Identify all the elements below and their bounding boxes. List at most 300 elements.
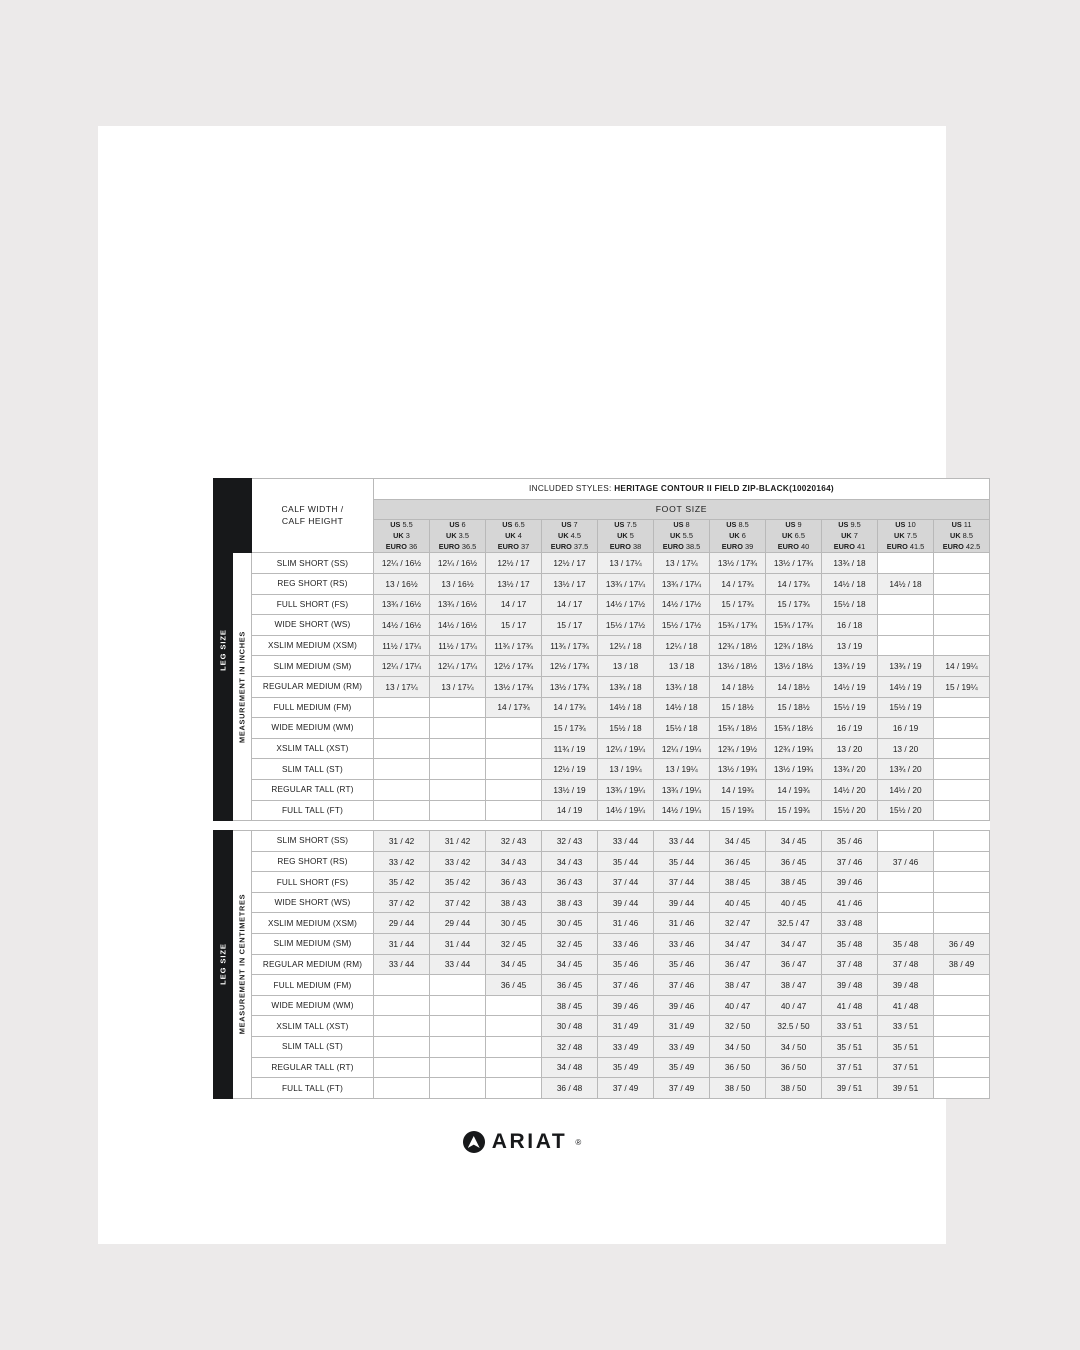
size-value: 42.5 [965, 541, 981, 551]
measurement-cell: 32 / 45 [486, 934, 542, 955]
row-label: REG SHORT (RS) [252, 573, 374, 594]
measurement-cell: 38 / 47 [766, 975, 822, 996]
table-row [214, 738, 990, 759]
row-label: WIDE SHORT (WS) [252, 615, 374, 636]
measurement-cell: 13½ / 19 [542, 779, 598, 800]
size-header-line [374, 520, 429, 531]
measurement-cell: 29 / 44 [374, 913, 430, 934]
measurement-cell [430, 800, 486, 821]
size-chart [213, 478, 1047, 1099]
measurement-cell: 35 / 46 [822, 831, 878, 852]
measurement-cell: 13 / 19¼ [598, 759, 654, 780]
measurement-cell: 39 / 51 [878, 1078, 934, 1099]
measurement-cell: 13½ / 19¾ [710, 759, 766, 780]
size-system-label: US [561, 520, 572, 530]
measurement-cell [934, 800, 990, 821]
trademark-symbol: ® [575, 1137, 582, 1147]
measurement-cell [430, 1016, 486, 1037]
measurement-cell: 38 / 45 [766, 872, 822, 893]
measurement-cell [486, 1078, 542, 1099]
table-row [214, 851, 990, 872]
table-row [214, 1037, 990, 1058]
measurement-cell [934, 851, 990, 872]
measurement-cell: 34 / 50 [710, 1037, 766, 1058]
measurement-cell: 33 / 44 [598, 831, 654, 852]
size-system-label: US [673, 520, 684, 530]
size-value: 37 [520, 541, 530, 551]
measurement-cell: 15 / 17¾ [766, 594, 822, 615]
measurement-cell: 13¾ / 17¼ [654, 573, 710, 594]
size-system-label: EURO [662, 541, 684, 551]
measurement-cell: 33 / 48 [822, 913, 878, 934]
size-system-label: US [390, 520, 401, 530]
measurement-cell: 14½ / 18 [654, 697, 710, 718]
row-label: FULL SHORT (FS) [252, 594, 374, 615]
measurement-cell: 13¾ / 16½ [374, 594, 430, 615]
size-header-line [598, 531, 653, 542]
size-column-header-3 [486, 520, 542, 553]
measurement-cell: 12½ / 17 [542, 553, 598, 574]
document-sheet [98, 126, 981, 1244]
size-header-line [486, 531, 541, 542]
size-value: 5 [629, 530, 634, 540]
table-row [214, 975, 990, 996]
size-header-line [430, 531, 485, 542]
measurement-cell: 13 / 18 [598, 656, 654, 677]
measurement-unit-label-cell [233, 553, 252, 821]
size-column-header-2 [430, 520, 486, 553]
row-label: XSLIM TALL (XST) [252, 738, 374, 759]
size-header-line [374, 542, 429, 553]
measurement-cell: 12¼ / 18 [654, 635, 710, 656]
size-system-label: EURO [886, 541, 908, 551]
table-row [214, 697, 990, 718]
measurement-cell [486, 779, 542, 800]
measurement-cell: 35 / 44 [598, 851, 654, 872]
table-row [214, 831, 990, 852]
measurement-cell: 30 / 48 [542, 1016, 598, 1037]
size-system-label: US [502, 520, 513, 530]
size-system-label: EURO [942, 541, 964, 551]
measurement-cell [878, 872, 934, 893]
measurement-cell: 15 / 19¾ [766, 800, 822, 821]
size-value: 36 [408, 541, 418, 551]
measurement-cell: 40 / 45 [766, 892, 822, 913]
size-column-header-7 [710, 520, 766, 553]
measurement-cell: 33 / 42 [374, 851, 430, 872]
size-value: 7.5 [906, 530, 917, 540]
measurement-cell: 31 / 49 [598, 1016, 654, 1037]
measurement-cell [486, 738, 542, 759]
size-header-line [542, 542, 597, 553]
measurement-cell [486, 718, 542, 739]
measurement-cell: 32 / 48 [542, 1037, 598, 1058]
size-system-label: UK [505, 530, 516, 540]
measurement-cell: 15½ / 17½ [654, 615, 710, 636]
measurement-cell: 15 / 17 [542, 615, 598, 636]
size-system-label: UK [841, 530, 852, 540]
measurement-cell [486, 800, 542, 821]
size-header-line [766, 520, 821, 531]
measurement-cell: 38 / 49 [934, 954, 990, 975]
size-value: 5.5 [682, 530, 693, 540]
measurement-cell: 36 / 48 [542, 1078, 598, 1099]
row-label: SLIM MEDIUM (SM) [252, 656, 374, 677]
measurement-cell: 11¾ / 17¾ [486, 635, 542, 656]
measurement-cell: 14 / 19¼ [934, 656, 990, 677]
size-system-label: UK [558, 530, 569, 540]
measurement-unit-label: MEASUREMENT IN CENTIMETRES [237, 894, 247, 1035]
measurement-cell: 12¼ / 18 [598, 635, 654, 656]
table-row [214, 913, 990, 934]
measurement-cell: 39 / 46 [822, 872, 878, 893]
measurement-cell: 13 / 19¼ [654, 759, 710, 780]
row-label: SLIM SHORT (SS) [252, 831, 374, 852]
size-value: 5.5 [402, 520, 413, 530]
measurement-cell: 12¾ / 19½ [710, 738, 766, 759]
included-styles-cell [374, 479, 990, 500]
measurement-cell: 15 / 18½ [710, 697, 766, 718]
measurement-cell: 39 / 51 [822, 1078, 878, 1099]
measurement-cell [374, 975, 430, 996]
measurement-cell: 31 / 49 [654, 1016, 710, 1037]
measurement-cell: 14 / 19 [542, 800, 598, 821]
measurement-cell: 13½ / 17¾ [766, 553, 822, 574]
measurement-cell: 33 / 51 [822, 1016, 878, 1037]
measurement-cell: 12½ / 17 [486, 553, 542, 574]
measurement-cell: 13¾ / 19 [822, 656, 878, 677]
measurement-cell [878, 831, 934, 852]
measurement-cell: 15½ / 18 [654, 718, 710, 739]
measurement-cell [934, 995, 990, 1016]
measurement-cell: 13 / 16½ [430, 573, 486, 594]
size-header-line [822, 531, 877, 542]
size-system-label: UK [782, 530, 793, 540]
measurement-cell: 37 / 46 [822, 851, 878, 872]
measurement-cell [430, 975, 486, 996]
size-system-label: EURO [609, 541, 631, 551]
measurement-cell [934, 615, 990, 636]
size-column-header-11 [934, 520, 990, 553]
row-label: XSLIM MEDIUM (XSM) [252, 913, 374, 934]
measurement-cell: 36 / 47 [766, 954, 822, 975]
measurement-cell [878, 635, 934, 656]
table-row [214, 615, 990, 636]
measurement-cell [934, 759, 990, 780]
measurement-cell: 38 / 43 [486, 892, 542, 913]
measurement-cell: 12¼ / 19¼ [654, 738, 710, 759]
size-header-line [654, 542, 709, 553]
measurement-cell [934, 913, 990, 934]
measurement-cell: 37 / 46 [654, 975, 710, 996]
measurement-cell: 12½ / 17¾ [542, 656, 598, 677]
measurement-cell: 35 / 46 [598, 954, 654, 975]
table-row [214, 656, 990, 677]
row-label: SLIM TALL (ST) [252, 759, 374, 780]
measurement-cell: 30 / 45 [542, 913, 598, 934]
measurement-cell: 37 / 44 [654, 872, 710, 893]
measurement-cell [934, 872, 990, 893]
measurement-cell: 14 / 17 [486, 594, 542, 615]
measurement-cell: 14½ / 18 [878, 573, 934, 594]
measurement-cell [934, 553, 990, 574]
measurement-cell: 13 / 20 [822, 738, 878, 759]
measurement-cell: 13¾ / 18 [654, 676, 710, 697]
measurement-cell: 14 / 17¾ [486, 697, 542, 718]
measurement-cell: 16 / 19 [878, 718, 934, 739]
size-header-line [374, 531, 429, 542]
measurement-cell: 40 / 47 [766, 995, 822, 1016]
measurement-cell [878, 892, 934, 913]
measurement-cell: 15 / 19¼ [934, 676, 990, 697]
measurement-cell: 37 / 44 [598, 872, 654, 893]
size-column-header-6 [654, 520, 710, 553]
measurement-cell: 15 / 19¾ [710, 800, 766, 821]
measurement-cell: 13½ / 17 [542, 573, 598, 594]
size-chart-table [213, 478, 990, 1099]
measurement-cell: 35 / 51 [878, 1037, 934, 1058]
measurement-cell: 39 / 46 [598, 995, 654, 1016]
measurement-cell: 13 / 18 [654, 656, 710, 677]
calf-header-line1: CALF WIDTH / [281, 504, 344, 515]
size-system-label: EURO [777, 541, 799, 551]
measurement-cell: 34 / 48 [542, 1057, 598, 1078]
row-label: WIDE SHORT (WS) [252, 892, 374, 913]
measurement-cell [486, 1057, 542, 1078]
measurement-cell: 33 / 46 [654, 934, 710, 955]
measurement-cell: 37 / 49 [598, 1078, 654, 1099]
leg-size-tab-label: LEG SIZE [218, 943, 228, 986]
measurement-cell: 14½ / 20 [822, 779, 878, 800]
measurement-cell: 41 / 48 [822, 995, 878, 1016]
measurement-cell [430, 718, 486, 739]
measurement-cell: 15¾ / 17¾ [710, 615, 766, 636]
size-system-label: EURO [385, 541, 407, 551]
measurement-cell: 33 / 49 [598, 1037, 654, 1058]
size-header-line [542, 531, 597, 542]
size-system-label: UK [446, 530, 457, 540]
row-label: WIDE MEDIUM (WM) [252, 718, 374, 739]
measurement-cell: 37 / 46 [878, 851, 934, 872]
measurement-cell: 34 / 45 [486, 954, 542, 975]
measurement-cell: 15½ / 19 [878, 697, 934, 718]
table-row [214, 954, 990, 975]
row-label: SLIM SHORT (SS) [252, 553, 374, 574]
measurement-cell: 13½ / 18½ [766, 656, 822, 677]
measurement-cell: 13 / 17¼ [430, 676, 486, 697]
measurement-cell: 12¼ / 16½ [430, 553, 486, 574]
size-value: 36.5 [461, 541, 477, 551]
size-system-label: UK [670, 530, 681, 540]
measurement-cell [486, 759, 542, 780]
measurement-cell [430, 759, 486, 780]
measurement-cell [878, 553, 934, 574]
measurement-cell: 36 / 43 [542, 872, 598, 893]
row-label: FULL TALL (FT) [252, 800, 374, 821]
row-label: FULL MEDIUM (FM) [252, 697, 374, 718]
row-label: XSLIM MEDIUM (XSM) [252, 635, 374, 656]
measurement-cell [430, 995, 486, 1016]
measurement-cell: 35 / 48 [878, 934, 934, 955]
measurement-cell: 36 / 49 [934, 934, 990, 955]
measurement-cell [430, 779, 486, 800]
measurement-cell [878, 594, 934, 615]
included-styles-label: INCLUDED STYLES: [529, 484, 612, 494]
size-header-line [766, 531, 821, 542]
size-header-line [822, 520, 877, 531]
table-row [214, 934, 990, 955]
measurement-cell: 32 / 43 [542, 831, 598, 852]
measurement-cell: 15 / 17¾ [542, 718, 598, 739]
measurement-cell: 32.5 / 50 [766, 1016, 822, 1037]
measurement-cell: 11¾ / 17¾ [542, 635, 598, 656]
measurement-cell: 16 / 19 [822, 718, 878, 739]
size-value: 37.5 [573, 541, 589, 551]
size-header-line [710, 520, 765, 531]
measurement-cell: 39 / 44 [654, 892, 710, 913]
size-column-header-9 [822, 520, 878, 553]
size-header-line [654, 520, 709, 531]
size-system-label: UK [894, 530, 905, 540]
measurement-cell: 12¾ / 18½ [766, 635, 822, 656]
measurement-cell: 13¾ / 19¼ [598, 779, 654, 800]
size-value: 4 [517, 530, 522, 540]
measurement-cell: 34 / 43 [486, 851, 542, 872]
measurement-cell: 14½ / 17½ [598, 594, 654, 615]
size-value: 41.5 [909, 541, 925, 551]
measurement-cell: 32.5 / 47 [766, 913, 822, 934]
size-system-label: US [895, 520, 906, 530]
section-gap-cell [214, 821, 990, 831]
size-system-label: UK [617, 530, 628, 540]
measurement-cell: 37 / 48 [878, 954, 934, 975]
measurement-cell: 31 / 42 [430, 831, 486, 852]
table-row [214, 779, 990, 800]
row-label: FULL SHORT (FS) [252, 872, 374, 893]
row-label: WIDE MEDIUM (WM) [252, 995, 374, 1016]
measurement-cell: 34 / 43 [542, 851, 598, 872]
measurement-cell: 14 / 17¾ [766, 573, 822, 594]
measurement-cell [934, 831, 990, 852]
table-row [214, 995, 990, 1016]
measurement-cell [934, 1078, 990, 1099]
measurement-cell [374, 1078, 430, 1099]
measurement-cell: 37 / 46 [598, 975, 654, 996]
size-system-label: US [449, 520, 460, 530]
size-system-label: EURO [550, 541, 572, 551]
measurement-cell: 15¾ / 18½ [710, 718, 766, 739]
measurement-cell: 14½ / 19¼ [598, 800, 654, 821]
measurement-cell: 38 / 47 [710, 975, 766, 996]
measurement-cell: 37 / 42 [430, 892, 486, 913]
measurement-cell: 11½ / 17¼ [374, 635, 430, 656]
measurement-cell: 36 / 50 [766, 1057, 822, 1078]
table-row [214, 1078, 990, 1099]
measurement-cell [934, 1057, 990, 1078]
measurement-cell [934, 1037, 990, 1058]
table-header-row-included [214, 479, 990, 500]
measurement-cell: 35 / 42 [374, 872, 430, 893]
size-header-line [934, 542, 989, 553]
size-header-line [878, 531, 933, 542]
measurement-cell: 32 / 50 [710, 1016, 766, 1037]
measurement-cell: 15 / 17¾ [710, 594, 766, 615]
row-label: REGULAR MEDIUM (RM) [252, 676, 374, 697]
measurement-cell: 36 / 45 [486, 975, 542, 996]
measurement-cell: 36 / 47 [710, 954, 766, 975]
measurement-cell [934, 892, 990, 913]
measurement-cell: 39 / 46 [654, 995, 710, 1016]
size-header-line [878, 520, 933, 531]
measurement-cell [934, 594, 990, 615]
brand-name: ARIAT [491, 1130, 568, 1153]
measurement-cell [934, 697, 990, 718]
measurement-cell: 37 / 48 [822, 954, 878, 975]
measurement-cell: 14½ / 16½ [374, 615, 430, 636]
size-header-line [934, 520, 989, 531]
size-value: 6.5 [794, 530, 805, 540]
measurement-cell: 37 / 51 [878, 1057, 934, 1078]
measurement-cell: 36 / 50 [710, 1057, 766, 1078]
measurement-cell: 36 / 45 [542, 975, 598, 996]
size-system-label: UK [950, 530, 961, 540]
measurement-cell [934, 779, 990, 800]
size-header-line [486, 542, 541, 553]
size-system-label: EURO [497, 541, 519, 551]
measurement-cell [374, 1037, 430, 1058]
row-label: REGULAR TALL (RT) [252, 1057, 374, 1078]
measurement-cell: 31 / 46 [654, 913, 710, 934]
size-header-line [430, 542, 485, 553]
measurement-cell: 39 / 44 [598, 892, 654, 913]
size-value: 3.5 [458, 530, 469, 540]
table-row [214, 718, 990, 739]
measurement-cell [374, 1057, 430, 1078]
foot-size-band: FOOT SIZE [374, 499, 990, 520]
size-header-line [486, 520, 541, 531]
measurement-cell: 12¼ / 17¼ [374, 656, 430, 677]
measurement-cell [430, 738, 486, 759]
row-label: SLIM MEDIUM (SM) [252, 934, 374, 955]
size-value: 40 [800, 541, 810, 551]
size-column-header-5 [598, 520, 654, 553]
size-value: 6.5 [514, 520, 525, 530]
brand-logo [98, 1130, 946, 1158]
measurement-cell: 12¾ / 19¾ [766, 738, 822, 759]
measurement-cell [486, 995, 542, 1016]
table-row [214, 553, 990, 574]
measurement-cell: 35 / 49 [598, 1057, 654, 1078]
row-label: FULL TALL (FT) [252, 1078, 374, 1099]
measurement-cell: 13 / 17¼ [374, 676, 430, 697]
measurement-cell: 34 / 47 [766, 934, 822, 955]
measurement-cell: 41 / 46 [822, 892, 878, 913]
row-label: SLIM TALL (ST) [252, 1037, 374, 1058]
size-system-label: US [785, 520, 796, 530]
measurement-cell [430, 697, 486, 718]
measurement-cell [878, 615, 934, 636]
size-value: 8.5 [738, 520, 749, 530]
measurement-cell: 32 / 43 [486, 831, 542, 852]
measurement-cell: 13¾ / 19 [878, 656, 934, 677]
measurement-cell: 15½ / 20 [878, 800, 934, 821]
table-row [214, 594, 990, 615]
measurement-cell: 32 / 45 [542, 934, 598, 955]
row-label: FULL MEDIUM (FM) [252, 975, 374, 996]
measurement-cell [486, 1016, 542, 1037]
measurement-cell [934, 573, 990, 594]
measurement-cell [374, 697, 430, 718]
